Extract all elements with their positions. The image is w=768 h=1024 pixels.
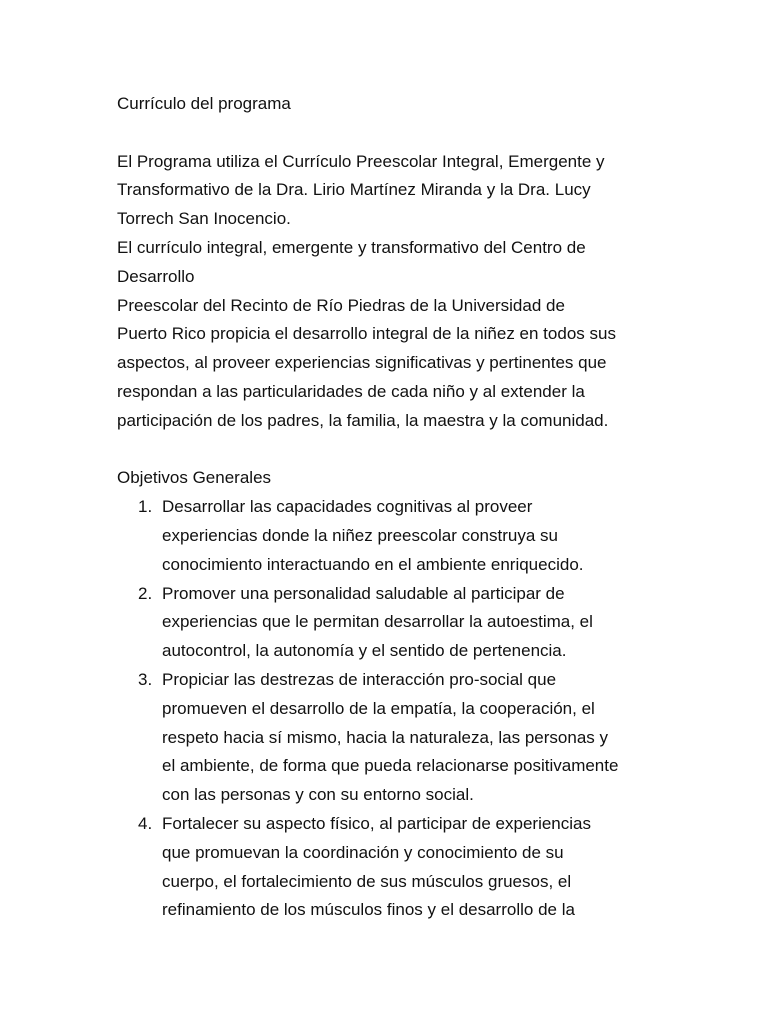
objective-line: Promover una personalidad saludable al participar de xyxy=(162,583,565,603)
document-title: Currículo del programa xyxy=(117,94,291,113)
intro-line: Puerto Rico propicia el desarrollo integral de la niñez en todos sus xyxy=(117,324,616,344)
objective-line: experiencias que le permitan desarrollar la autoestima, el xyxy=(162,612,593,632)
intro-line: Transformativo de la Dra. Lirio Martínez Miranda y la Dra. Lucy xyxy=(117,180,591,200)
intro-line: participación de los padres, la familia, la maestra y la comunidad. xyxy=(117,410,609,430)
intro-line: Torrech San Inocencio. xyxy=(117,209,291,229)
intro-line: aspectos, al proveer experiencias significativas y pertinentes que xyxy=(117,353,607,373)
objective-line: autocontrol, la autonomía y el sentido de pertenencia. xyxy=(162,641,567,661)
objective-number: 2. xyxy=(138,583,153,603)
intro-paragraph xyxy=(117,148,657,436)
spacer xyxy=(117,436,657,465)
objective-line: con las personas y con su entorno social. xyxy=(162,785,474,805)
intro-line: Desarrollo xyxy=(117,266,195,286)
intro-line: respondan a las particularidades de cada niño y al extender la xyxy=(117,381,585,401)
intro-line: El currículo integral, emergente y transformativo del Centro de xyxy=(117,237,586,257)
objective-number: 1. xyxy=(138,497,153,517)
objective-item xyxy=(117,810,657,925)
objective-number: 3. xyxy=(138,669,153,689)
spacer xyxy=(117,119,657,148)
objective-line: experiencias donde la niñez preescolar construya su xyxy=(162,525,558,545)
objective-line: Propiciar las destrezas de interacción pro-social que xyxy=(162,669,557,689)
objective-line: respeto hacia sí mismo, hacia la naturaleza, las personas y xyxy=(162,727,609,747)
objective-line: Desarrollar las capacidades cognitivas al proveer xyxy=(162,497,533,517)
objective-item xyxy=(117,666,657,810)
objective-line: cuerpo, el fortalecimiento de sus músculos gruesos, el xyxy=(162,871,572,891)
objectives-list xyxy=(117,493,657,925)
intro-line: Preescolar del Recinto de Río Piedras de la Universidad de xyxy=(117,295,565,315)
objective-item xyxy=(117,493,657,579)
objective-item xyxy=(117,580,657,666)
objective-line: el ambiente, de forma que pueda relacionarse positivamente xyxy=(162,756,619,776)
document-page xyxy=(117,90,657,925)
intro-line: El Programa utiliza el Currículo Preescolar Integral, Emergente y xyxy=(117,151,605,171)
objective-number: 4. xyxy=(138,813,153,833)
objective-line: Fortalecer su aspecto físico, al participar de experiencias xyxy=(162,813,591,833)
objective-line: refinamiento de los músculos finos y el desarrollo de la xyxy=(162,900,575,920)
objective-line: conocimiento interactuando en el ambiente enriquecido. xyxy=(162,554,584,574)
objective-line: promueven el desarrollo de la empatía, la cooperación, el xyxy=(162,698,595,718)
objective-line: que promuevan la coordinación y conocimiento de su xyxy=(162,842,564,862)
objectives-heading: Objetivos Generales xyxy=(117,468,272,488)
